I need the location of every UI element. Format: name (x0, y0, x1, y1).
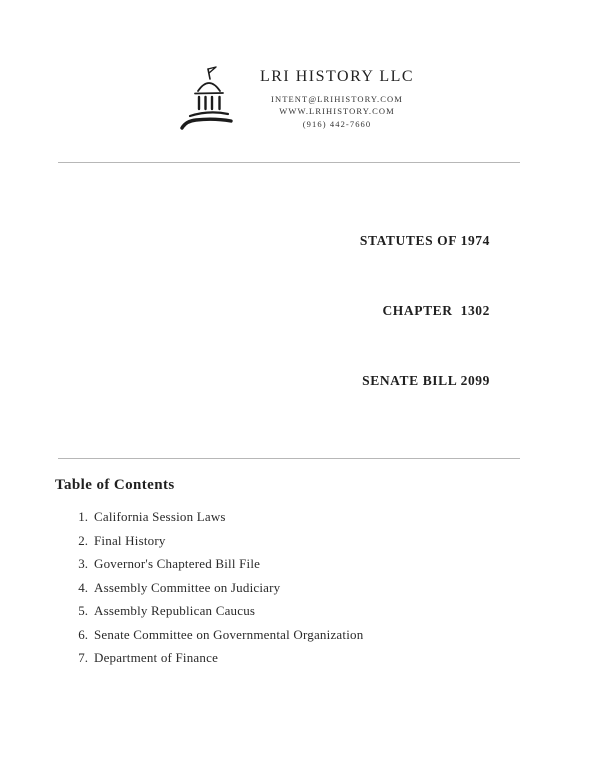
toc-item-label: California Session Laws (94, 509, 226, 525)
toc-item (55, 581, 600, 594)
toc-item-label: Assembly Committee on Judiciary (94, 579, 281, 595)
toc-item-label: Governor's Chaptered Bill File (94, 556, 261, 572)
toc-item-label: Assembly Republican Caucus (94, 603, 256, 619)
toc-item-number: 3. (78, 556, 88, 572)
toc-item-label: Final History (94, 532, 166, 548)
toc-item-number: 6. (78, 626, 88, 642)
company-website: WWW.LRIHISTORY.COM (279, 106, 395, 117)
table-of-contents (0, 477, 600, 664)
letterhead-text (260, 62, 414, 130)
toc-item-label: Senate Committee on Governmental Organization (94, 626, 364, 642)
toc-item (55, 534, 600, 547)
company-phone: (916) 442-7660 (302, 118, 372, 129)
letterhead (0, 62, 600, 138)
capitol-building-logo-icon (176, 64, 242, 138)
company-name: LRI HISTORY LLC (259, 68, 415, 85)
capitol-sketch-svg (176, 64, 242, 138)
toc-item (55, 557, 600, 570)
divider-top (58, 162, 520, 163)
statutes-line: STATUTES OF 1974 (359, 233, 490, 249)
divider-bottom (58, 458, 520, 459)
toc-item-number: 5. (78, 603, 88, 619)
toc-item (55, 510, 600, 523)
company-email: INTENT@LRIHISTORY.COM (271, 94, 403, 104)
toc-item-label: Department of Finance (94, 650, 219, 666)
chapter-line: CHAPTER 1302 (382, 303, 490, 319)
toc-list (55, 510, 600, 664)
senate-bill-line: SENATE BILL 2099 (362, 372, 490, 388)
document-info-block (0, 183, 600, 438)
toc-item (55, 604, 600, 617)
toc-item (55, 651, 600, 664)
toc-item (55, 628, 600, 641)
toc-item-number: 1. (78, 509, 88, 525)
toc-item-number: 2. (78, 532, 88, 548)
toc-title: Table of Contents (55, 477, 175, 494)
toc-item-number: 4. (78, 579, 88, 595)
toc-item-number: 7. (78, 650, 88, 666)
